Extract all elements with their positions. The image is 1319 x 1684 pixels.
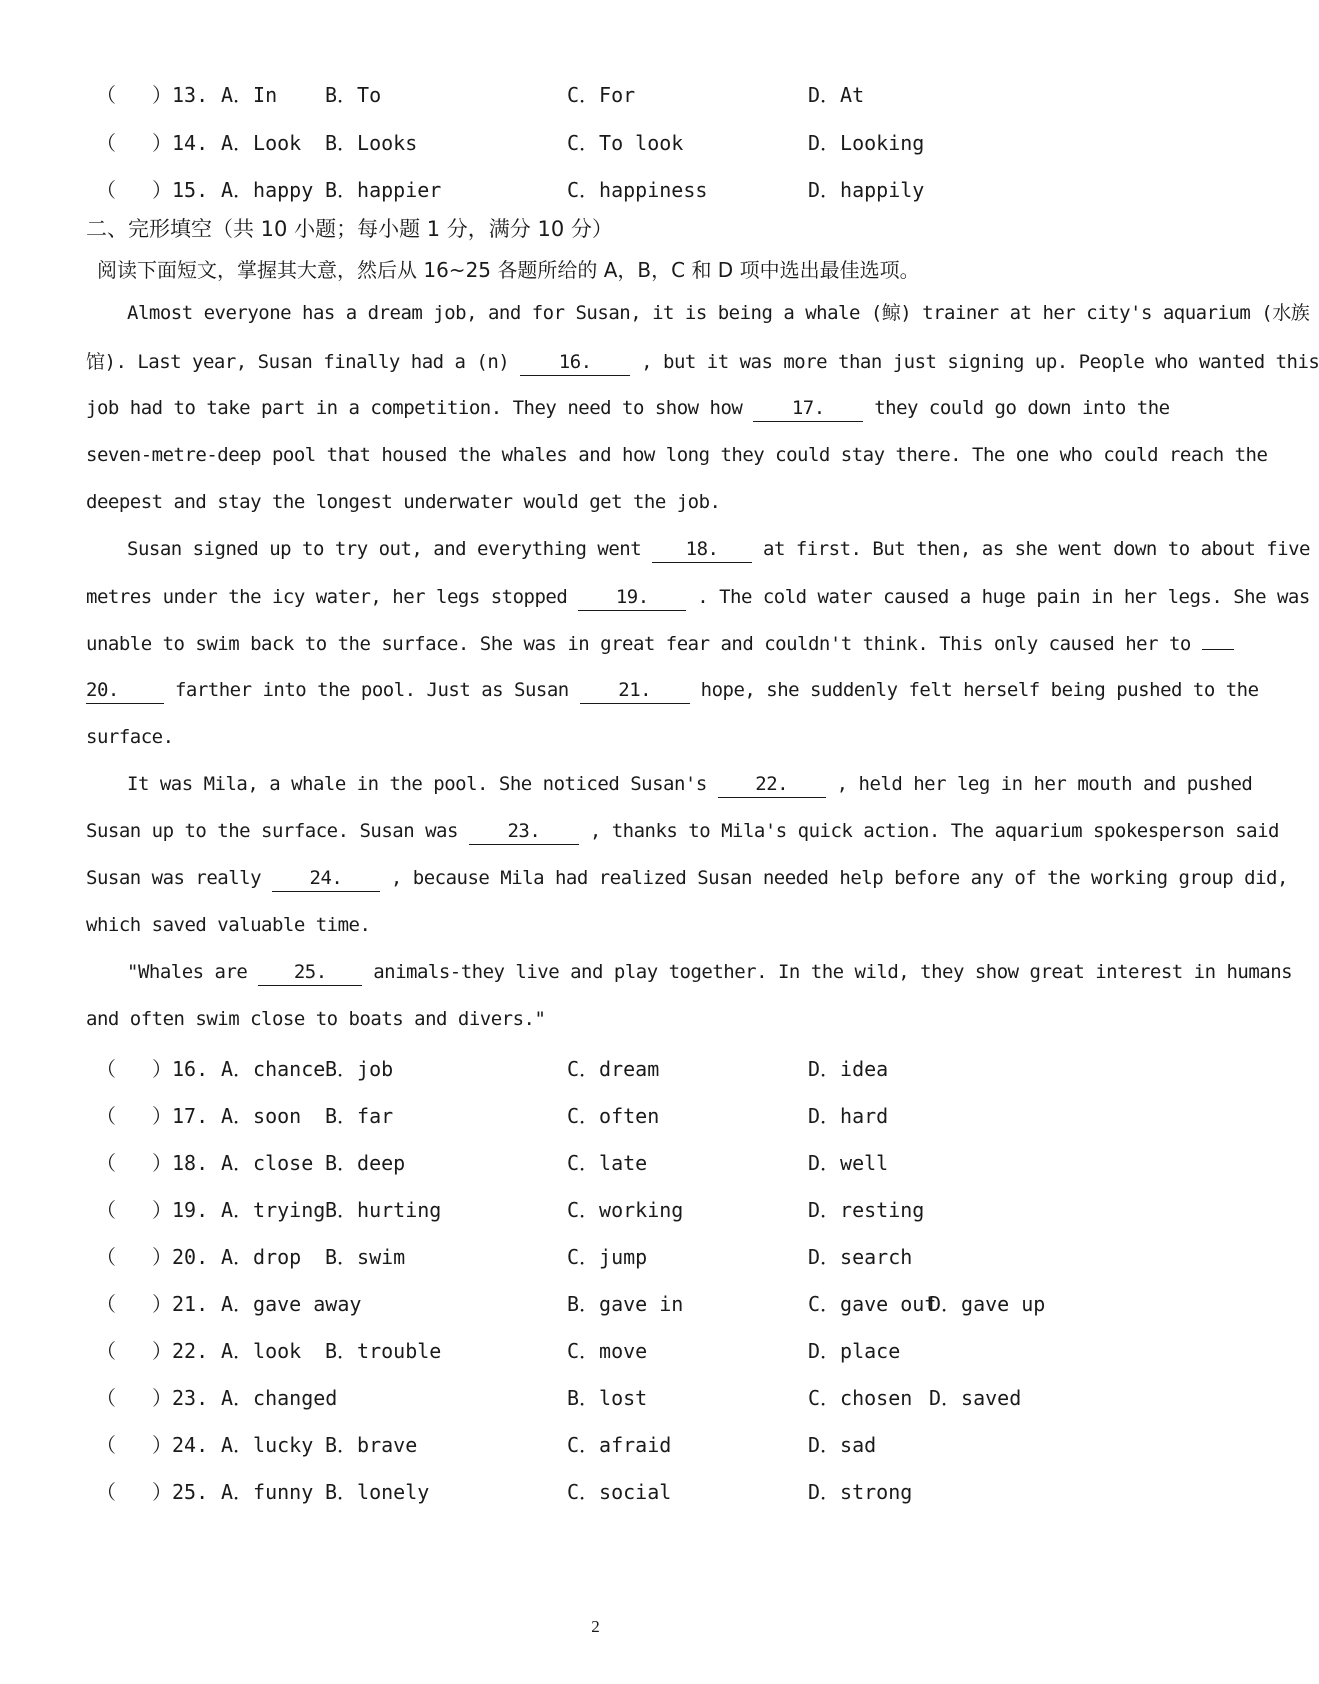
blank-21: 21. [580, 677, 690, 704]
blank-22: 22. [718, 771, 826, 798]
option-a: A．lucky [221, 1433, 314, 1457]
option-b: B．trouble [325, 1339, 442, 1363]
question-number: ）22. [152, 1339, 209, 1363]
answer-paren: （ [96, 1057, 116, 1081]
passage-line: which saved valuable time. [86, 914, 371, 936]
option-d: D．well [808, 1151, 889, 1175]
option-d: D．gave up [929, 1292, 1046, 1316]
option-d: D．idea [808, 1057, 889, 1081]
option-d: D．saved [929, 1386, 1022, 1410]
passage-line: surface. [86, 726, 174, 748]
option-c: C．move [567, 1339, 648, 1363]
passage-line: Almost everyone has a dream job, and for Susan, it is being a whale (鲸) trainer at her city's aquarium (水族 [127, 302, 1310, 324]
option-b: B．To [325, 83, 382, 107]
question-number: ）16. [152, 1057, 209, 1081]
question-number: ）19. [152, 1198, 209, 1222]
option-c: C．often [567, 1104, 660, 1128]
answer-paren: （ [96, 1292, 116, 1316]
option-a: A．happy [221, 178, 314, 202]
option-d: D．Looking [808, 131, 925, 155]
question-number: ）25. [152, 1480, 209, 1504]
option-c: C．jump [567, 1245, 648, 1269]
option-b: B．deep [325, 1151, 406, 1175]
option-d: D．search [808, 1245, 913, 1269]
option-c: C．chosen [808, 1386, 913, 1410]
blank-24: 24. [272, 865, 380, 892]
section-heading: 二、完形填空（共 10 小题；每小题 1 分，满分 10 分） [86, 217, 613, 241]
option-c: C．social [567, 1480, 672, 1504]
blank-16: 16. [520, 349, 630, 376]
option-c: C．happiness [567, 178, 708, 202]
passage-line: job had to take part in a competition. They need to show how 17. they could go down into the [86, 393, 1170, 423]
option-b: B．happier [325, 178, 442, 202]
option-a: A．soon [221, 1104, 302, 1128]
option-c: C．dream [567, 1057, 660, 1081]
answer-paren: （ [96, 1480, 116, 1504]
passage-line: 20. farther into the pool. Just as Susan 21. hope, she suddenly felt herself being pushed to the [86, 675, 1259, 705]
option-b: B．hurting [325, 1198, 442, 1222]
option-b: B．lost [567, 1386, 648, 1410]
option-a: A．gave away [221, 1292, 362, 1316]
page-number: 2 [591, 1617, 600, 1636]
option-d: D．happily [808, 178, 925, 202]
answer-paren: （ [96, 178, 116, 202]
answer-paren: （ [96, 1339, 116, 1363]
option-a: A．chance [221, 1057, 326, 1081]
option-a: A．funny [221, 1480, 314, 1504]
answer-paren: （ [96, 1151, 116, 1175]
passage-line: deepest and stay the longest underwater would get the job. [86, 491, 721, 513]
option-d: D．At [808, 83, 865, 107]
option-d: D．resting [808, 1198, 925, 1222]
passage-line: and often swim close to boats and divers." [86, 1008, 546, 1030]
option-c: C．For [567, 83, 636, 107]
option-d: D．hard [808, 1104, 889, 1128]
question-number: ）21. [152, 1292, 209, 1316]
option-a: A．changed [221, 1386, 338, 1410]
option-b: B．Looks [325, 131, 418, 155]
question-number: ）14. [152, 131, 209, 155]
option-c: C．late [567, 1151, 648, 1175]
option-c: C．working [567, 1198, 684, 1222]
option-a: A．In [221, 83, 278, 107]
blank-25: 25. [258, 959, 362, 986]
answer-paren: （ [96, 1198, 116, 1222]
passage-line: It was Mila, a whale in the pool. She noticed Susan's 22. , held her leg in her mouth and pushed [127, 769, 1252, 799]
question-number: ）24. [152, 1433, 209, 1457]
passage-line: Susan signed up to try out, and everything went 18. at first. But then, as she went down to about five [127, 534, 1310, 564]
option-a: A．trying [221, 1198, 326, 1222]
answer-paren: （ [96, 83, 116, 107]
passage-line: Susan was really 24. , because Mila had realized Susan needed help before any of the working group did, [86, 863, 1288, 893]
answer-paren: （ [96, 1104, 116, 1128]
question-number: ）18. [152, 1151, 209, 1175]
passage-line: unable to swim back to the surface. She was in great fear and couldn't think. This only caused her to [86, 629, 1234, 659]
question-number: ）13. [152, 83, 209, 107]
option-a: A．look [221, 1339, 302, 1363]
option-b: B．brave [325, 1433, 418, 1457]
option-b: B．far [325, 1104, 394, 1128]
passage-line: Susan up to the surface. Susan was 23. , thanks to Mila's quick action. The aquarium spokesperson said [86, 816, 1279, 846]
answer-paren: （ [96, 1386, 116, 1410]
blank-23: 23. [469, 818, 579, 845]
option-c: C．afraid [567, 1433, 672, 1457]
blank-17: 17. [753, 395, 863, 422]
option-b: B．swim [325, 1245, 406, 1269]
blank-19: 19. [578, 584, 686, 611]
question-number: ）23. [152, 1386, 209, 1410]
option-a: A．Look [221, 131, 302, 155]
option-b: B．job [325, 1057, 394, 1081]
question-number: ）20. [152, 1245, 209, 1269]
option-a: A．drop [221, 1245, 302, 1269]
option-a: A．close [221, 1151, 314, 1175]
passage-line: metres under the icy water, her legs stopped 19. . The cold water caused a huge pain in her legs. She was [86, 582, 1310, 612]
option-b: B．gave in [567, 1292, 684, 1316]
answer-paren: （ [96, 131, 116, 155]
answer-paren: （ [96, 1245, 116, 1269]
passage-line: seven-metre-deep pool that housed the whales and how long they could stay there. The one who could reach the [86, 444, 1268, 466]
blank-20: 20. [86, 677, 164, 704]
question-number: ）15. [152, 178, 209, 202]
section-instructions: 阅读下面短文，掌握其大意，然后从 16~25 各题所给的 A，B，C 和 D 项中选出最佳选项。 [97, 258, 920, 282]
passage-line: "Whales are 25. animals-they live and play together. In the wild, they show great interest in humans [127, 957, 1292, 987]
passage-line: 馆). Last year, Susan finally had a (n) 16. , but it was more than just signing up. People who wanted this [86, 347, 1319, 377]
option-d: D．place [808, 1339, 901, 1363]
question-number: ）17. [152, 1104, 209, 1128]
option-d: D．sad [808, 1433, 877, 1457]
blank-20-start [1202, 649, 1234, 650]
option-d: D．strong [808, 1480, 913, 1504]
answer-paren: （ [96, 1433, 116, 1457]
blank-18: 18. [652, 536, 752, 563]
option-b: B．lonely [325, 1480, 430, 1504]
option-c: C．gave out [808, 1292, 937, 1316]
option-c: C．To look [567, 131, 684, 155]
